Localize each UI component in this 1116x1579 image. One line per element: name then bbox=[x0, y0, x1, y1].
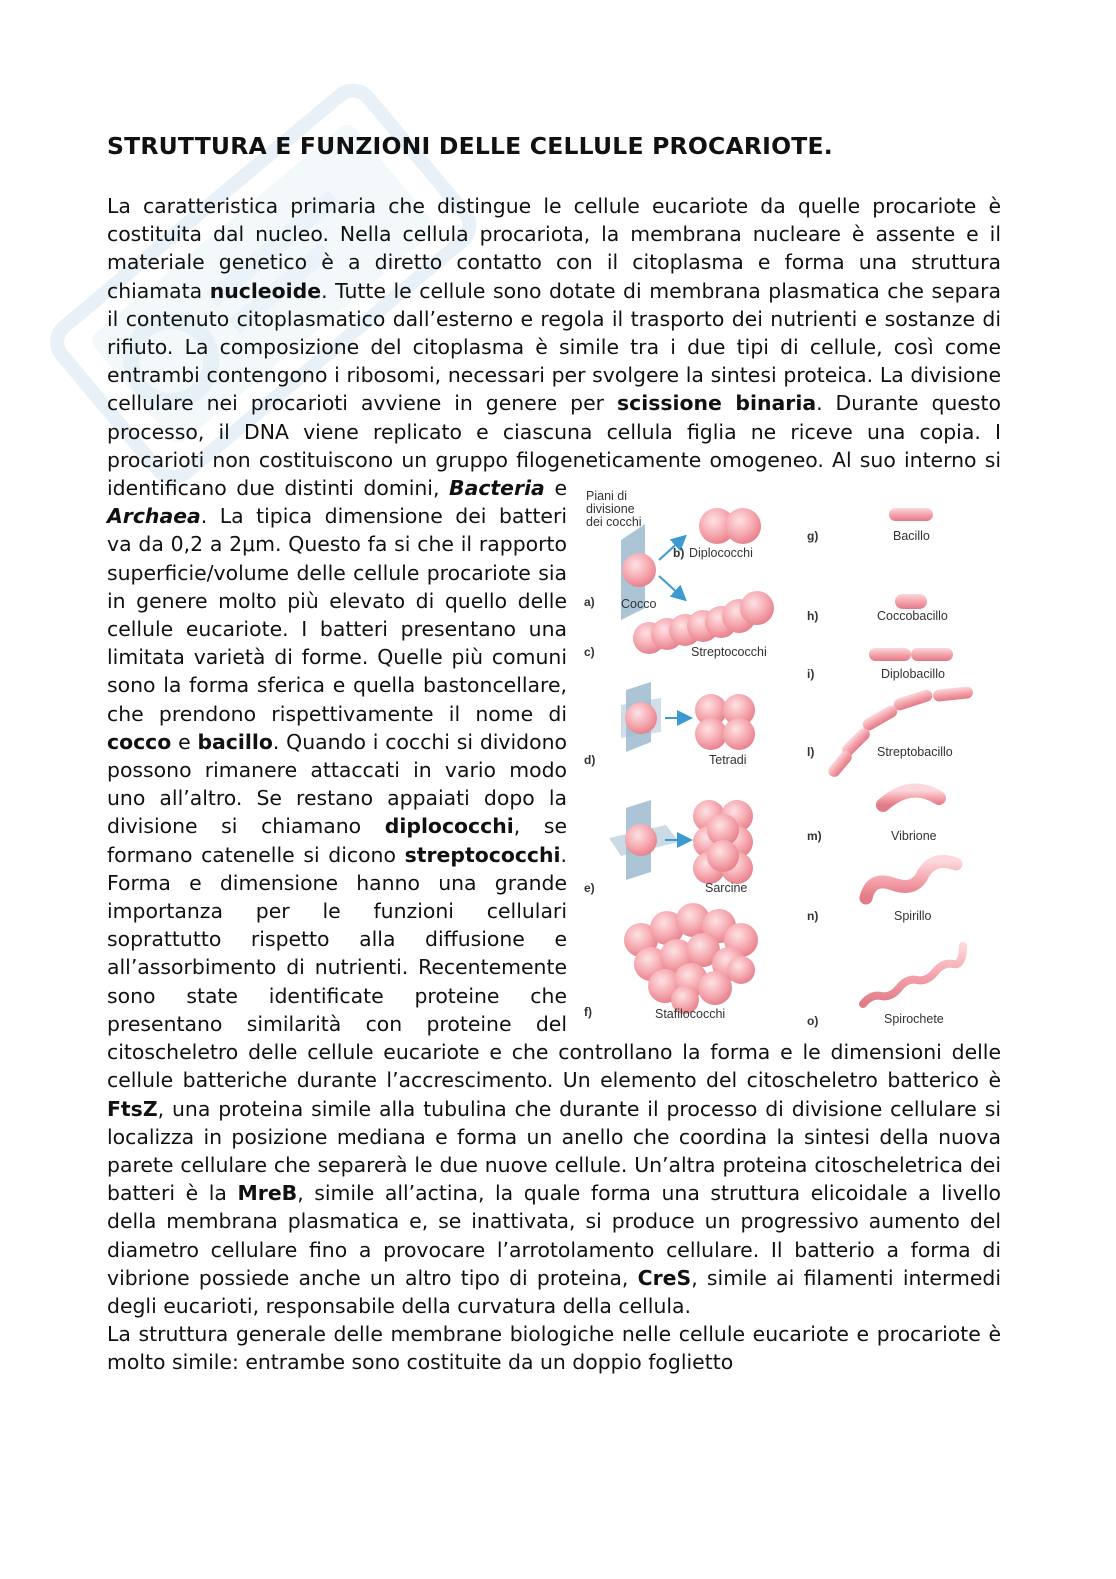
label-diplobacillo: Diplobacillo bbox=[881, 667, 945, 682]
text-run: , simile all’actina, la quale forma una struttura elicoidale a livello della membrana plasmatica e, se inattivata, si produce un progressivo aumento del diametro cellulare fino a provocare l’arrotolamento cellulare. Il batterio a forma di vibrione possiede anche un altro tipo di proteina, bbox=[107, 1181, 1001, 1290]
staphylococcus-cluster bbox=[624, 903, 758, 1014]
text-run: , se formano catenelle si dicono bbox=[107, 814, 567, 867]
term-bacillo: bacillo bbox=[197, 729, 273, 754]
vibrio-cell bbox=[883, 790, 939, 805]
label-d-letter: d) bbox=[584, 753, 596, 768]
label-spirillo: Spirillo bbox=[894, 909, 932, 924]
coccus-cell bbox=[622, 553, 656, 587]
label-coccobacillo: Coccobacillo bbox=[877, 609, 948, 624]
figure-header-line: dei cocchi bbox=[586, 515, 642, 530]
term-nucleoide: nucleoide bbox=[209, 278, 322, 303]
sarcina-cells bbox=[693, 800, 753, 884]
label-vibrione: Vibrione bbox=[891, 829, 937, 844]
label-o-letter: o) bbox=[807, 1014, 819, 1029]
streptobacillus-chain bbox=[826, 686, 974, 779]
diplococcus-cell bbox=[725, 508, 761, 544]
label-tetradi: Tetradi bbox=[709, 753, 747, 768]
label-l-letter: l) bbox=[807, 745, 815, 760]
label-c-letter: c) bbox=[584, 645, 595, 660]
label-g-letter: g) bbox=[807, 529, 819, 544]
body-text bbox=[107, 192, 1001, 1377]
bacteria-shapes-figure bbox=[581, 480, 1001, 1030]
diplobacillus-cell bbox=[911, 648, 953, 661]
label-m-letter: m) bbox=[807, 829, 822, 844]
figure-header-line: Piani di bbox=[586, 489, 627, 504]
label-spirochete: Spirochete bbox=[884, 1012, 944, 1027]
label-sarcine: Sarcine bbox=[705, 881, 748, 896]
paragraph-2: La struttura generale delle membrane biologiche nelle cellule eucariote e procariote è molto simile: entrambe sono costituite da un doppio foglietto bbox=[107, 1322, 1001, 1375]
text-run: . Durante questo processo, il DNA viene replicato e ciascuna cellula figlia ne riceve una copia. I procarioti non costituiscono un gruppo filogeneticamente omogeneo. Al suo interno si identificano due distinti domini, bbox=[107, 391, 1001, 501]
term-archaea: Archaea bbox=[107, 504, 201, 529]
label-h-letter: h) bbox=[807, 609, 819, 624]
label-streptococchi: Streptococchi bbox=[691, 645, 767, 660]
text-run: La caratteristica primaria che distingue le cellule eucariote da quelle procariote è costituita dal nucleo. Nella cellula procariota, la membrana nucleare è assente e il materiale genetico è a diretto contatto con il citoplasma e forma una struttura chiamata bbox=[107, 194, 1001, 303]
figure-drawing bbox=[581, 480, 1001, 1030]
term-cocco: cocco bbox=[107, 729, 172, 754]
term-mreb: MreB bbox=[237, 1181, 298, 1206]
spirillum-cell bbox=[866, 862, 956, 898]
label-stafilococchi: Stafilococchi bbox=[655, 1007, 726, 1022]
label-a-letter: a) bbox=[584, 595, 595, 610]
term-streptococchi: streptococchi bbox=[404, 842, 561, 867]
coccobacillus-cell bbox=[895, 594, 927, 609]
text-run: , una proteina simile alla tubulina che durante il processo di divisione cellulare si localizza in posizione mediana e forma un anello che coordina la sintesi della nuova parete cellulare che separerà le due nuove cellule. Un’altra proteina citoscheletrica dei batteri è la bbox=[107, 1096, 1001, 1206]
text-run: . Forma e dimensione hanno una grande importanza per le funzioni cellulari soprattutto rispetto alla diffusione e all’assorbimento di nutrienti. Recentemente sono state identificate proteine che presentano similarità con proteine del citoscheletro delle cellule eucariote e che controllano la forma e le dimensioni delle cellule batteriche durante l’accrescimento. Un elemento del citoscheletro batterico è bbox=[107, 842, 1001, 1093]
tetrad-cells bbox=[695, 694, 755, 750]
figure-header-line: divisione bbox=[586, 502, 635, 517]
label-diplococchi: Diplococchi bbox=[689, 546, 753, 561]
term-diplococchi: diplococchi bbox=[384, 814, 514, 839]
arrow-icon bbox=[659, 576, 681, 596]
text-run: . Quando i cocchi si dividono possono rimanere attaccati in vario modo uno all’altro. Se restano appaiati dopo la divisione si chiamano bbox=[107, 729, 567, 839]
coccus-cell bbox=[625, 702, 657, 734]
label-i-letter: i) bbox=[807, 667, 815, 682]
label-streptobacillo: Streptobacillo bbox=[877, 745, 953, 760]
term-scissione-binaria: scissione binaria bbox=[617, 391, 817, 416]
label-e-letter: e) bbox=[584, 881, 595, 896]
bacillus-cell bbox=[889, 508, 933, 521]
page-title: STRUTTURA E FUNZIONI DELLE CELLULE PROCARIOTE. bbox=[107, 132, 833, 160]
label-bacillo: Bacillo bbox=[893, 529, 930, 544]
term-bacteria: Bacteria bbox=[449, 476, 545, 501]
text-run: , simile ai filamenti intermedi degli eucarioti, responsabile della curvatura della cellula. bbox=[107, 1265, 1001, 1318]
text-run: e bbox=[171, 729, 198, 754]
text-run: . Tutte le cellule sono dotate di membrana plasmatica che separa il contenuto citoplasmatico dall’esterno e regola il trasporto dei nutrienti e sostanze di rifiuto. La composizione del citoplasma è simile tra i due tipi di cellule, così come entrambi contengono i ribosomi, necessari per svolgere la sintesi proteica. La divisione cellulare nei procarioti avviene in genere per bbox=[107, 278, 1001, 416]
text-run: . La tipica dimensione dei batteri va da 0,2 a 2μm. Questo fa si che il rapporto superficie/volume delle cellule procariote sia in genere molto più elevato di quello delle cellule eucariote. I batteri presentano una limitata varietà di forme. Quelle più comuni sono la forma sferica e quella bastoncellare, che prendono rispettivamente il nome di bbox=[107, 504, 567, 726]
label-cocco: Cocco bbox=[621, 597, 657, 612]
term-ftsz: FtsZ bbox=[107, 1096, 158, 1121]
coccus-cell bbox=[625, 824, 657, 856]
paragraph-1 bbox=[107, 192, 1001, 1320]
spirochete-cell bbox=[863, 946, 963, 1004]
diplobacillus-cell bbox=[869, 648, 911, 661]
term-cres: CreS bbox=[637, 1265, 692, 1290]
text-run: e bbox=[544, 476, 567, 501]
label-n-letter: n) bbox=[807, 909, 819, 924]
label-f-letter: f) bbox=[584, 1005, 592, 1020]
label-b-letter: b) bbox=[673, 546, 685, 561]
